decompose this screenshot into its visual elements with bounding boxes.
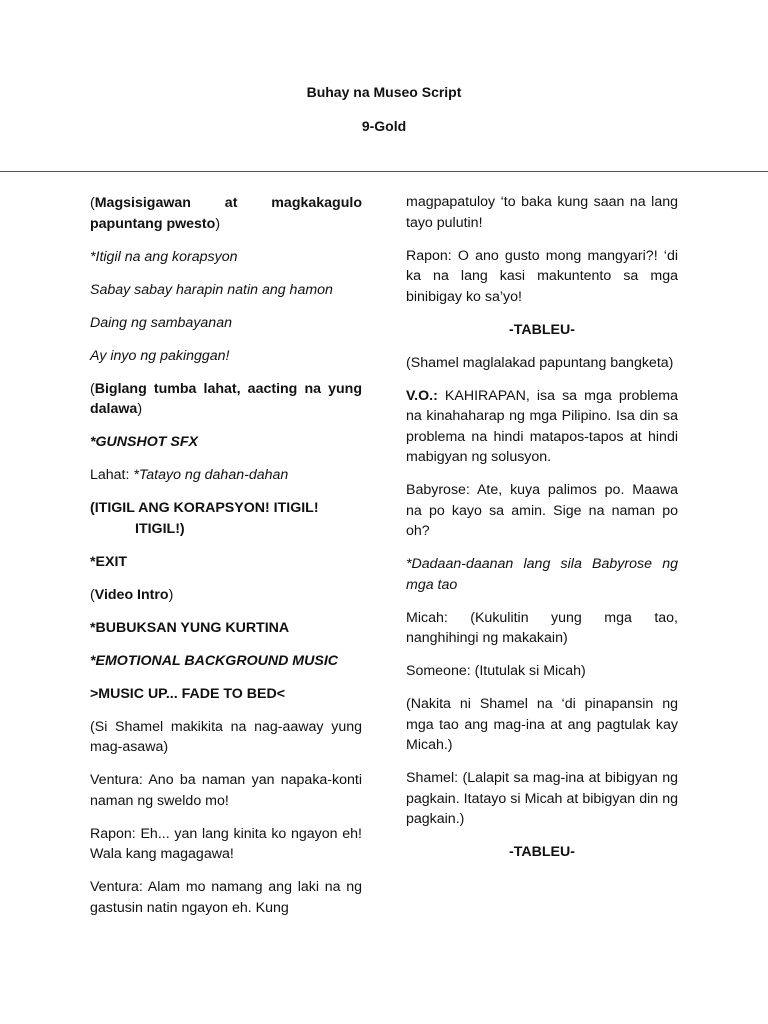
script-title: Buhay na Museo Script bbox=[306, 84, 462, 100]
stage-cue: *BUBUKSAN YUNG KURTINA bbox=[90, 619, 290, 636]
dialogue-line: Ventura: Ano ba naman yan napaka-konti naman ng sweldo mo! bbox=[90, 772, 362, 809]
stage-direction: *Dadaan-daanan lang sila Babyrose ng mga tao bbox=[406, 556, 678, 593]
dialogue-line: Rapon: Eh... yan lang kinita ko ngayon eh! Wala kang magagawa! bbox=[90, 825, 362, 862]
song-line: Sabay sabay harapin natin ang hamon bbox=[90, 281, 333, 298]
music-cue: *EMOTIONAL BACKGROUND MUSIC bbox=[90, 652, 339, 669]
stage-direction: (Nakita ni Shamel na ‘di pinapansin ng mga tao ang mag-ina at ang pagtulak kay Micah.) bbox=[406, 696, 678, 753]
dialogue-line: Babyrose: Ate, kuya palimos po. Maawa na po kayo sa amin. Sige na naman po oh? bbox=[406, 482, 678, 539]
stage-direction: (Magsisigawan at magkakagulo papuntang pwesto) bbox=[90, 195, 362, 232]
song-line: Daing ng sambayanan bbox=[90, 314, 232, 331]
dialogue-line: Ventura: Alam mo namang ang laki na ng gastusin natin ngayon eh. Kung bbox=[90, 879, 362, 916]
dialogue-line: Shamel: (Lalapit sa mag-ina at bibigyan ng pagkain. Itatayo si Micah at bibigyan din ng pagkain.) bbox=[406, 770, 678, 827]
dialogue-line: Rapon: O ano gusto mong mangyari?! ‘di ka na lang kasi makuntento sa mga binibigay ko sa’yo! bbox=[406, 247, 678, 305]
music-cue: >MUSIC UP... FADE TO BED< bbox=[90, 685, 285, 702]
dialogue-line: Micah: (Kukulitin yung mga tao, nanghihingi ng makakain) bbox=[406, 609, 678, 646]
left-column bbox=[90, 193, 362, 931]
chant-line: (ITIGIL ANG KORAPSYON! ITIGIL! ITIGIL!) bbox=[90, 500, 319, 537]
tableau-cue: -TABLEU- bbox=[509, 844, 575, 860]
exit-cue: *EXIT bbox=[90, 553, 128, 570]
section-subtitle: 9-Gold bbox=[361, 118, 407, 134]
dialogue-line: Someone: (Itutulak si Micah) bbox=[406, 663, 586, 679]
sound-cue: *GUNSHOT SFX bbox=[90, 434, 198, 450]
stage-direction: (Video Intro) bbox=[90, 586, 174, 603]
stage-direction: (Si Shamel makikita na nag-aaway yung mag-asawa) bbox=[90, 718, 362, 755]
stage-direction: (Shamel maglalakad papuntang bangketa) bbox=[406, 354, 674, 371]
dialogue-line: Lahat: *Tatayo ng dahan-dahan bbox=[90, 467, 289, 483]
dialogue-line: magpapatuloy ‘to baka kung saan na lang tayo pulutin! bbox=[406, 194, 678, 231]
tableau-cue: -TABLEU- bbox=[509, 321, 575, 338]
stage-direction: (Biglang tumba lahat, aacting na yung dalawa) bbox=[90, 380, 362, 417]
right-column bbox=[406, 192, 678, 875]
voice-over-line: V.O.: KAHIRAPAN, isa sa mga problema na kinahaharap ng mga Pilipino. Isa din sa problema na hindi matapos-tapos at hindi mabigyan ng solusyon. bbox=[406, 387, 678, 465]
song-line: *Itigil na ang korapsyon bbox=[90, 248, 238, 265]
song-line: Ay inyo ng pakinggan! bbox=[90, 347, 230, 364]
header-divider bbox=[0, 171, 768, 172]
